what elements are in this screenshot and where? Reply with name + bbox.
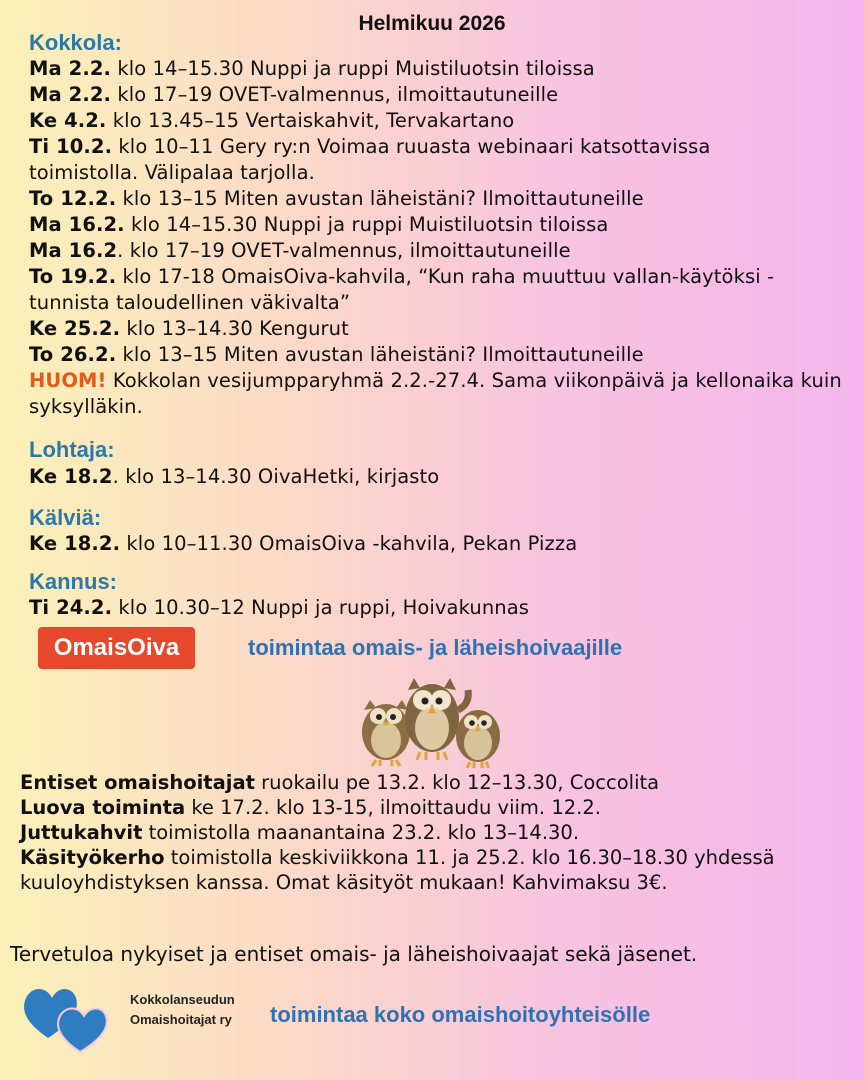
event-item bbox=[29, 108, 859, 134]
org-name-line2: Omaishoitajat ry bbox=[130, 1012, 232, 1027]
event-text: klo 13.45–15 Vertaiskahvit, Tervakartano bbox=[106, 109, 515, 132]
event-item bbox=[29, 212, 859, 238]
event-text: klo 14–15.30 Nuppi ja ruppi Muistiluotsin tiloissa bbox=[124, 213, 609, 236]
event-text: klo 17-18 OmaisOiva-kahvila, “Kun raha muuttuu vallan-käytöksi - tunnista taloudellinen väkivalta” bbox=[29, 265, 775, 314]
activity-text: toimistolla maanantaina 23.2. klo 13–14.30. bbox=[142, 821, 580, 844]
event-date: Ti 10.2. bbox=[29, 135, 113, 158]
notice bbox=[29, 368, 859, 420]
region-heading-kannus: Kannus: bbox=[29, 569, 117, 594]
activity-name: Käsityökerho bbox=[20, 846, 165, 869]
activity-name: Entiset omaishoitajat bbox=[20, 771, 255, 794]
owls-illustration bbox=[350, 670, 510, 770]
event-date: Ke 25.2. bbox=[29, 317, 121, 340]
page-title: Helmikuu 2026 bbox=[358, 12, 506, 35]
omaisoiva-tagline: toimintaa omais- ja läheishoivaajille bbox=[248, 635, 623, 660]
org-tagline: toimintaa koko omaishoitoyhteisölle bbox=[270, 1002, 651, 1027]
event-text: klo 17–19 OVET-valmennus, ilmoittautuneille bbox=[111, 83, 559, 106]
kannus-event bbox=[29, 595, 859, 621]
event-item bbox=[29, 238, 859, 264]
region-heading-kokkola: Kokkola: bbox=[29, 30, 122, 55]
org-name-line1: Kokkolanseudun bbox=[130, 992, 235, 1007]
event-text: klo 14–15.30 Nuppi ja ruppi Muistiluotsin tiloissa bbox=[111, 57, 595, 80]
event-text: klo 13–14.30 Kengurut bbox=[120, 317, 349, 340]
event-date: Ma 16.2 bbox=[29, 239, 118, 262]
list-item bbox=[20, 770, 860, 795]
event-date: Ma 2.2. bbox=[29, 83, 112, 106]
event-date: To 12.2. bbox=[29, 187, 117, 210]
event-text: klo 10–11 Gery ry:n Voimaa ruuasta webinaari katsottavissa toimistolla. Välipalaa tarjolla. bbox=[29, 135, 711, 184]
list-item bbox=[20, 845, 850, 895]
region-heading-kalvia: Kälviä: bbox=[29, 505, 102, 530]
list-item bbox=[20, 795, 860, 820]
event-item bbox=[29, 82, 859, 108]
event-item bbox=[29, 342, 859, 368]
event-date: Ke 18.2. bbox=[29, 532, 121, 555]
event-date: Ma 2.2. bbox=[29, 57, 112, 80]
event-item bbox=[29, 134, 729, 186]
event-date: To 19.2. bbox=[29, 265, 117, 288]
event-text: klo 13–15 Miten avustan läheistäni? Ilmoittautuneille bbox=[116, 343, 644, 366]
event-date: Ke 18.2 bbox=[29, 465, 113, 488]
region-heading-lohtaja: Lohtaja: bbox=[29, 437, 115, 462]
activity-text: toimistolla keskiviikkona 11. ja 25.2. klo 16.30–18.30 yhdessä kuuloyhdistyksen kanssa. Omat käsityöt mukaan! Kahvimaksu 3€. bbox=[20, 846, 775, 894]
event-item bbox=[29, 186, 859, 212]
event-item bbox=[29, 316, 859, 342]
event-date: Ke 4.2. bbox=[29, 109, 107, 132]
activity-text: ruokailu pe 13.2. klo 12–13.30, Coccolita bbox=[254, 771, 660, 794]
event-text: klo 10–11.30 OmaisOiva -kahvila, Pekan Pizza bbox=[120, 532, 578, 555]
kalvia-event bbox=[29, 531, 859, 557]
event-date: To 26.2. bbox=[29, 343, 117, 366]
event-text: klo 13–15 Miten avustan läheistäni? Ilmoittautuneille bbox=[116, 187, 644, 210]
event-date: Ma 16.2. bbox=[29, 213, 125, 236]
activity-name: Luova toiminta bbox=[20, 796, 186, 819]
event-text: . klo 13–14.30 OivaHetki, kirjasto bbox=[112, 465, 440, 488]
event-item bbox=[29, 56, 859, 82]
list-item bbox=[20, 820, 860, 845]
org-name bbox=[130, 990, 235, 1030]
event-text: . klo 17–19 OVET-valmennus, ilmoittautuneille bbox=[117, 239, 571, 262]
event-item bbox=[29, 264, 834, 316]
activity-name: Juttukahvit bbox=[20, 821, 143, 844]
kokkola-event-list bbox=[29, 56, 859, 420]
hearts-logo-icon bbox=[18, 976, 113, 1056]
lohtaja-event bbox=[29, 464, 859, 490]
notice-text: Kokkolan vesijumpparyhmä 2.2.-27.4. Sama viikonpäivä ja kellonaika kuin syksylläkin. bbox=[29, 369, 842, 418]
general-activity-list bbox=[20, 770, 860, 895]
activity-text: ke 17.2. klo 13-15, ilmoittaudu viim. 12.2. bbox=[185, 796, 601, 819]
event-date: Ti 24.2. bbox=[29, 596, 113, 619]
notice-label: HUOM! bbox=[29, 369, 107, 392]
welcome-text: Tervetuloa nykyiset ja entiset omais- ja läheishoivaajat sekä jäsenet. bbox=[10, 942, 698, 966]
omaisoiva-logo: OmaisOiva bbox=[38, 627, 195, 669]
event-text: klo 10.30–12 Nuppi ja ruppi, Hoivakunnas bbox=[112, 596, 530, 619]
